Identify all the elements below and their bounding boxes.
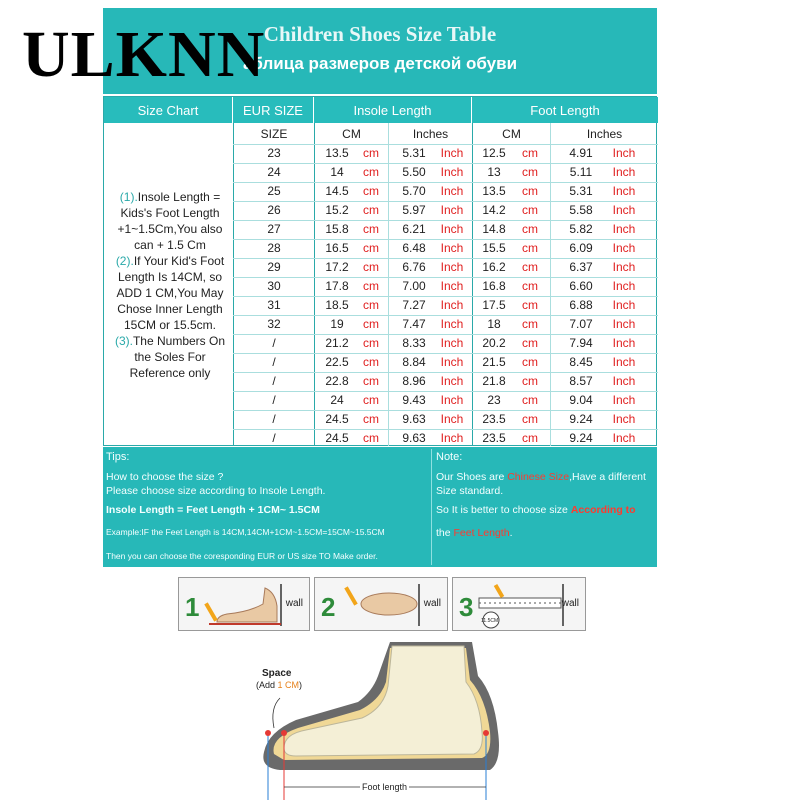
space-label: Space bbox=[262, 668, 292, 679]
eur-size-cell: 23 bbox=[267, 146, 281, 160]
insole-inches-cell: 8.84 bbox=[402, 355, 426, 369]
cm-unit: cm bbox=[363, 222, 379, 236]
size-table bbox=[103, 96, 657, 446]
note-number: (2). bbox=[115, 254, 134, 268]
insole-cm-cell: 14.5 bbox=[325, 184, 349, 198]
inch-unit: Inch bbox=[612, 393, 636, 407]
cm-unit: cm bbox=[522, 184, 538, 198]
tips-example: Example:IF the Feet Length is 14CM,14CM+1CM~1.5CM=15CM~15.5CM bbox=[106, 527, 385, 537]
inch-unit: Inch bbox=[440, 412, 464, 426]
foot-inches-cell: 9.24 bbox=[569, 412, 593, 426]
step-3-panel bbox=[452, 577, 586, 631]
cm-unit: cm bbox=[363, 241, 379, 255]
inch-unit: Inch bbox=[440, 260, 464, 274]
cm-unit: cm bbox=[522, 241, 538, 255]
eur-size-cell: 27 bbox=[267, 222, 281, 236]
add-text: ) bbox=[299, 680, 303, 690]
insole-inches-cell: 7.00 bbox=[402, 279, 426, 293]
inch-unit: Inch bbox=[440, 165, 464, 179]
insole-cm-cell: 19 bbox=[330, 317, 344, 331]
cm-unit: cm bbox=[363, 431, 379, 445]
inch-unit: Inch bbox=[440, 279, 464, 293]
note-label: Note: bbox=[436, 451, 463, 463]
step-2-panel bbox=[314, 577, 448, 631]
inch-unit: Inch bbox=[612, 412, 636, 426]
foot-cm-cell: 16.2 bbox=[482, 260, 506, 274]
divider bbox=[431, 449, 432, 565]
chart-title: Children Shoes Size Table bbox=[263, 22, 497, 46]
note-highlight: Chinese Size bbox=[507, 471, 570, 483]
foot-inches-cell: 5.82 bbox=[569, 222, 593, 236]
foot-length-label: Foot length bbox=[362, 782, 408, 792]
foot-cm-cell: 13 bbox=[487, 165, 501, 179]
tips-panel bbox=[103, 447, 657, 567]
eur-size-cell: 28 bbox=[267, 241, 281, 255]
note-number: (3). bbox=[114, 334, 133, 348]
note-text: . bbox=[509, 527, 513, 539]
col-insole-length: Insole Length bbox=[314, 97, 472, 123]
foot-inches-cell: 5.58 bbox=[569, 203, 593, 217]
eur-size-cell: 30 bbox=[267, 279, 281, 293]
inch-unit: Inch bbox=[440, 431, 464, 445]
cm-unit: cm bbox=[363, 374, 379, 388]
inch-unit: Inch bbox=[612, 203, 636, 217]
add-text: (Add bbox=[256, 680, 278, 690]
insole-inches-cell: 7.27 bbox=[402, 298, 426, 312]
foot-inches-cell: 5.31 bbox=[569, 184, 593, 198]
foot-cm-cell: 18 bbox=[487, 317, 501, 331]
cm-unit: cm bbox=[363, 336, 379, 350]
cm-unit: cm bbox=[363, 355, 379, 369]
note-line-2: Size standard. bbox=[436, 485, 504, 497]
foot-cm-cell: 16.8 bbox=[482, 279, 506, 293]
foot-cm-cell: 13.5 bbox=[482, 184, 506, 198]
step-number: 3 bbox=[459, 592, 474, 622]
inch-unit: Inch bbox=[440, 317, 464, 331]
foot-inches-cell: 7.07 bbox=[569, 317, 593, 331]
note-text: The Numbers On the Soles For Reference only bbox=[129, 334, 226, 380]
inch-unit: Inch bbox=[612, 241, 636, 255]
subheader-cm: CM bbox=[342, 127, 361, 141]
insole-inches-cell: 8.33 bbox=[402, 336, 426, 350]
insole-cm-cell: 24.5 bbox=[325, 431, 349, 445]
inch-unit: Inch bbox=[612, 317, 636, 331]
insole-inches-cell: 5.31 bbox=[402, 146, 426, 160]
wall-label: wall bbox=[561, 598, 579, 609]
cm-unit: cm bbox=[522, 260, 538, 274]
eur-size-cell: 26 bbox=[267, 203, 281, 217]
insole-inches-cell: 9.63 bbox=[402, 431, 426, 445]
foot-cm-cell: 14.8 bbox=[482, 222, 506, 236]
insole-cm-cell: 13.5 bbox=[325, 146, 349, 160]
foot-cm-cell: 15.5 bbox=[482, 241, 506, 255]
cm-unit: cm bbox=[363, 298, 379, 312]
cm-unit: cm bbox=[363, 260, 379, 274]
inch-unit: Inch bbox=[612, 279, 636, 293]
eur-size-cell: 31 bbox=[267, 298, 281, 312]
foot-cm-cell: 17.5 bbox=[482, 298, 506, 312]
add-label bbox=[256, 680, 302, 690]
brand-logo: ULKNN bbox=[22, 18, 266, 91]
foot-cm-cell: 21.8 bbox=[482, 374, 506, 388]
eur-size-cell: / bbox=[272, 374, 276, 388]
cm-unit: cm bbox=[522, 355, 538, 369]
note-text: the bbox=[436, 527, 454, 539]
foot-inches-cell: 6.88 bbox=[569, 298, 593, 312]
foot-inches-cell: 6.60 bbox=[569, 279, 593, 293]
inch-unit: Inch bbox=[440, 298, 464, 312]
inch-unit: Inch bbox=[440, 222, 464, 236]
foot-cm-cell: 23.5 bbox=[482, 431, 506, 445]
eur-size-cell: / bbox=[272, 355, 276, 369]
chart-subtitle: аблица размеров детской обуви bbox=[242, 54, 518, 73]
foot-cm-cell: 23 bbox=[487, 393, 501, 407]
inch-unit: Inch bbox=[440, 146, 464, 160]
eur-size-cell: / bbox=[272, 412, 276, 426]
cm-unit: cm bbox=[363, 203, 379, 217]
cm-unit: cm bbox=[522, 203, 538, 217]
foot-in-shoe-diagram bbox=[240, 636, 510, 800]
insole-inches-cell: 5.50 bbox=[402, 165, 426, 179]
subheader-cm: CM bbox=[502, 127, 521, 141]
insole-cm-cell: 18.5 bbox=[325, 298, 349, 312]
cm-unit: cm bbox=[522, 317, 538, 331]
insole-cm-cell: 24 bbox=[330, 393, 344, 407]
cm-unit: cm bbox=[522, 165, 538, 179]
insole-cm-cell: 17.8 bbox=[325, 279, 349, 293]
tips-question: How to choose the size ? bbox=[106, 471, 224, 483]
col-size-chart: Size Chart bbox=[104, 97, 233, 123]
step-1-panel bbox=[178, 577, 310, 631]
cm-unit: cm bbox=[522, 146, 538, 160]
shoe-foot-icon bbox=[240, 636, 510, 800]
wall-label: wall bbox=[285, 598, 303, 609]
insole-inches-cell: 5.97 bbox=[402, 203, 426, 217]
foot-cm-cell: 21.5 bbox=[482, 355, 506, 369]
eur-size-cell: 25 bbox=[267, 184, 281, 198]
note-text: If Your Kid's Foot Length Is 14CM, so ADD 1 CM,You May Chose Inner Length 15CM or 15.5cm. bbox=[116, 254, 225, 332]
foot-inches-cell: 9.04 bbox=[569, 393, 593, 407]
cm-unit: cm bbox=[522, 412, 538, 426]
tips-then: Then you can choose the coresponding EUR or US size TO Make order. bbox=[106, 551, 378, 561]
foot-cm-cell: 14.2 bbox=[482, 203, 506, 217]
eur-size-cell: / bbox=[272, 336, 276, 350]
tips-label: Tips: bbox=[106, 451, 130, 463]
insole-inches-cell: 6.48 bbox=[402, 241, 426, 255]
insole-cm-cell: 15.8 bbox=[325, 222, 349, 236]
foot-inches-cell: 6.37 bbox=[569, 260, 593, 274]
inch-unit: Inch bbox=[612, 298, 636, 312]
foot-inches-cell: 8.57 bbox=[569, 374, 593, 388]
inch-unit: Inch bbox=[440, 203, 464, 217]
foot-cm-cell: 23.5 bbox=[482, 412, 506, 426]
insole-cm-cell: 21.2 bbox=[325, 336, 349, 350]
foot-inches-cell: 6.09 bbox=[569, 241, 593, 255]
inch-unit: Inch bbox=[440, 184, 464, 198]
foot-cm-cell: 12.5 bbox=[482, 146, 506, 160]
note-text: Our Shoes are bbox=[436, 471, 508, 483]
inch-unit: Inch bbox=[612, 165, 636, 179]
cm-unit: cm bbox=[363, 279, 379, 293]
step-number: 2 bbox=[321, 592, 336, 622]
wall-label: wall bbox=[423, 598, 441, 609]
insole-cm-cell: 22.8 bbox=[325, 374, 349, 388]
step-number: 1 bbox=[185, 592, 200, 622]
insole-cm-cell: 14 bbox=[330, 165, 344, 179]
foot-inches-cell: 7.94 bbox=[569, 336, 593, 350]
insole-inches-cell: 6.76 bbox=[402, 260, 426, 274]
cm-unit: cm bbox=[363, 165, 379, 179]
inch-unit: Inch bbox=[440, 374, 464, 388]
subheader-inches: Inches bbox=[586, 127, 623, 141]
inch-unit: Inch bbox=[612, 260, 636, 274]
inch-unit: Inch bbox=[612, 374, 636, 388]
inch-unit: Inch bbox=[612, 336, 636, 350]
cm-unit: cm bbox=[522, 279, 538, 293]
insole-inches-cell: 5.70 bbox=[402, 184, 426, 198]
note-highlight: Feet Length bbox=[453, 527, 510, 539]
foot-cm-cell: 20.2 bbox=[482, 336, 506, 350]
note-text: So It is better to choose size bbox=[436, 504, 571, 516]
add-value: 1 CM bbox=[277, 680, 300, 690]
note-line-4 bbox=[436, 527, 512, 539]
inch-unit: Inch bbox=[440, 336, 464, 350]
insole-inches-cell: 9.63 bbox=[402, 412, 426, 426]
subheader-size: SIZE bbox=[260, 127, 288, 141]
eur-size-cell: 32 bbox=[267, 317, 281, 331]
eur-size-cell: / bbox=[272, 393, 276, 407]
cm-unit: cm bbox=[522, 431, 538, 445]
note-text: ,Have a different bbox=[569, 471, 646, 483]
insole-inches-cell: 8.96 bbox=[402, 374, 426, 388]
foot-inches-cell: 8.45 bbox=[569, 355, 593, 369]
col-foot-length: Foot Length bbox=[472, 97, 658, 123]
inch-unit: Inch bbox=[440, 393, 464, 407]
cm-unit: cm bbox=[363, 412, 379, 426]
cm-unit: cm bbox=[363, 146, 379, 160]
foot-inches-cell: 9.24 bbox=[569, 431, 593, 445]
insole-inches-cell: 7.47 bbox=[402, 317, 426, 331]
inch-unit: Inch bbox=[612, 184, 636, 198]
cm-unit: cm bbox=[522, 222, 538, 236]
eur-size-cell: 29 bbox=[267, 260, 281, 274]
inch-unit: Inch bbox=[612, 355, 636, 369]
note-line-1 bbox=[436, 471, 646, 483]
eur-size-cell: / bbox=[272, 431, 276, 445]
insole-cm-cell: 16.5 bbox=[325, 241, 349, 255]
cm-unit: cm bbox=[522, 298, 538, 312]
insole-cm-cell: 15.2 bbox=[325, 203, 349, 217]
note-number: (1). bbox=[119, 190, 138, 204]
cm-unit: cm bbox=[522, 336, 538, 350]
tips-answer: Please choose size according to Insole Length. bbox=[106, 485, 326, 497]
ruler-label: 11.5CM bbox=[481, 618, 499, 624]
subheader-inches: Inches bbox=[412, 127, 449, 141]
inch-unit: Inch bbox=[612, 146, 636, 160]
tips-formula: Insole Length = Feet Length + 1CM~ 1.5CM bbox=[106, 504, 320, 516]
inch-unit: Inch bbox=[612, 222, 636, 236]
note-text: Insole Length = Kids's Foot Length +1~1.5Cm,You also can + 1.5 Cm bbox=[117, 190, 223, 252]
note-highlight: According to bbox=[570, 504, 636, 516]
inch-unit: Inch bbox=[440, 355, 464, 369]
note-line-3 bbox=[436, 504, 636, 516]
cm-unit: cm bbox=[363, 317, 379, 331]
col-eur-size: EUR SIZE bbox=[233, 97, 314, 123]
cm-unit: cm bbox=[363, 184, 379, 198]
insole-inches-cell: 6.21 bbox=[402, 222, 426, 236]
insole-cm-cell: 17.2 bbox=[325, 260, 349, 274]
cm-unit: cm bbox=[522, 374, 538, 388]
inch-unit: Inch bbox=[612, 431, 636, 445]
foot-inches-cell: 5.11 bbox=[569, 165, 593, 179]
inch-unit: Inch bbox=[440, 241, 464, 255]
foot-inches-cell: 4.91 bbox=[569, 146, 593, 160]
eur-size-cell: 24 bbox=[267, 165, 281, 179]
cm-unit: cm bbox=[363, 393, 379, 407]
insole-cm-cell: 24.5 bbox=[325, 412, 349, 426]
cm-unit: cm bbox=[522, 393, 538, 407]
insole-cm-cell: 22.5 bbox=[325, 355, 349, 369]
insole-inches-cell: 9.43 bbox=[402, 393, 426, 407]
size-chart-notes bbox=[110, 189, 230, 381]
